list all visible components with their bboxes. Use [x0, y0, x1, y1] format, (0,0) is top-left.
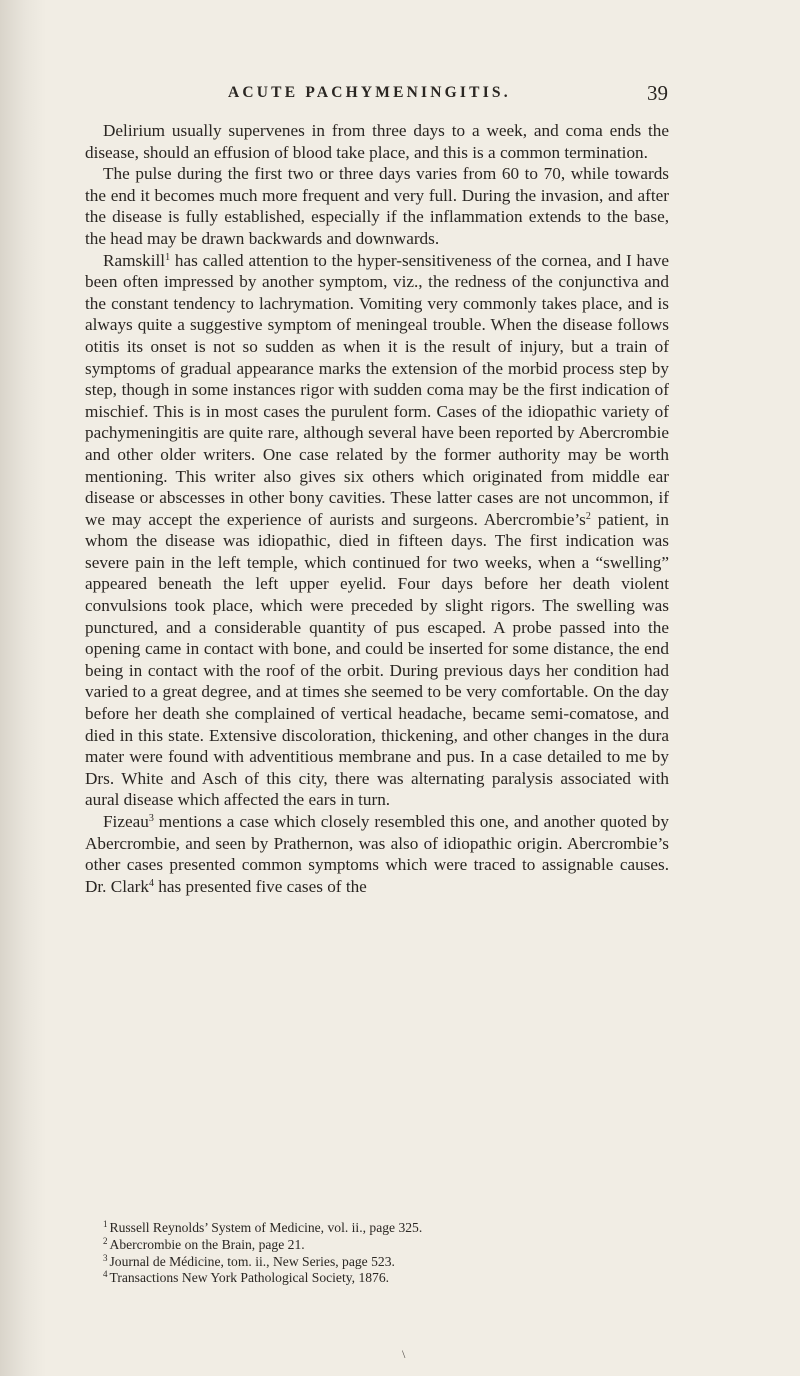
footnote-text: Transactions New York Pathological Society, 1876. — [109, 1270, 390, 1286]
paragraph-text: has called attention to the hyper-sensitiveness of the cornea, and I have been often impressed by another symptom, viz., the redness of the conjunctiva and the constant tendency to lachrymation. Vomiting very commonly takes place, and is always quite a suggestive symptom of meningeal trouble. When the disease follows otitis its onset is not so sudden as when it is the result of injury, but a train of symptoms of gradual appearance marks the extension of the morbid process step by step, though in some instances rigor with sudden coma may be the first indication of mischief. This is in most cases the purulent form. Cases of the idiopathic variety of pachymeningitis are quite rare, although several have been reported by Abercrombie and other older writers. One case related by the former authority may be worth mentioning. This writer also gives six others which originated from middle ear disease or abscesses in other bony cavities. These latter cases are not uncommon, if we may accept the experience of aurists and surgeons. Abercrombie’s — [85, 250, 669, 529]
paragraph-text: The pulse during the first two or three days varies from 60 to 70, while towards the end it becomes much more frequent and very full. During the invasion, and after the disease is fully established, especially if the inflammation extends to the base, the head may be drawn backwards and downwards. — [85, 164, 669, 248]
footnotes — [85, 1220, 669, 1287]
footnote — [85, 1254, 669, 1271]
page-number: 39 — [647, 81, 668, 105]
footnote-number: 1 — [103, 1219, 108, 1229]
paragraph-text: Delirium usually supervenes in from three days to a week, and coma ends the disease, should an effusion of blood take place, and this is a common termination. — [85, 121, 669, 162]
paragraph-text: mentions a case which closely resembled this one, and another quoted by Abercrombie, and seen by Prathernon, was also of idiopathic origin. Abercrombie’s other cases presented common symptoms which were traced to assignable causes. Dr. Clark — [85, 812, 669, 896]
stray-mark: \ — [402, 1347, 406, 1361]
footnote-number: 4 — [103, 1269, 108, 1280]
footnote-reference: 1 — [165, 251, 171, 263]
paragraph — [85, 811, 669, 897]
footnote — [85, 1220, 669, 1237]
footnote-number: 3 — [103, 1252, 108, 1263]
body-text — [85, 120, 669, 897]
footnote-reference: 3 — [148, 813, 154, 824]
paragraph-text: has presented five cases of the — [153, 876, 367, 896]
paragraph-text: patient, in whom the disease was idiopathic, died in fifteen days. The first indication was severe pain in the left temple, which continued for two weeks, when a “swelling” appeared beneath the left upper eyelid. Four days before her death violent convulsions took place, which were preceded by slight rigors. The swelling was punctured, and a considerable quantity of pus escaped. A probe passed into the opening came in contact with bone, and could be inserted for some distance, the end being in contact with the roof of the orbit. During previous days her condition had varied to a great degree, and at times she seemed to be very comfortable. On the day before her death she complained of vertical headache, became semi-comatose, and died in this state. Extensive discoloration, thickening, and other changes in the dura mater were found with adventitious membrane and pus. In a case detailed to me by Drs. White and Asch of this city, there was alternating paralysis associated with aural disease which affected the ears in turn. — [85, 509, 669, 810]
footnote-reference: 4 — [148, 877, 154, 889]
paragraph-text: Ramskill — [103, 250, 166, 270]
paragraph — [85, 120, 669, 163]
footnote-text: Russell Reynolds’ System of Medicine, vol. ii., page 325. — [109, 1220, 423, 1235]
footnote — [85, 1270, 669, 1287]
footnote-number: 2 — [103, 1235, 108, 1246]
paragraph — [85, 250, 669, 811]
footnote-reference: 2 — [585, 510, 591, 522]
footnote — [85, 1237, 669, 1254]
page-header — [0, 81, 800, 110]
paragraph-text: Fizeau — [103, 812, 149, 831]
paragraph — [85, 163, 669, 249]
footnote-text: Abercrombie on the Brain, page 21. — [109, 1236, 305, 1252]
running-head: ACUTE PACHYMENINGITIS. — [228, 84, 511, 101]
footnote-text: Journal de Médicine, tom. ii., New Series, page 523. — [109, 1253, 395, 1269]
page-gutter-shadow — [0, 0, 46, 1376]
